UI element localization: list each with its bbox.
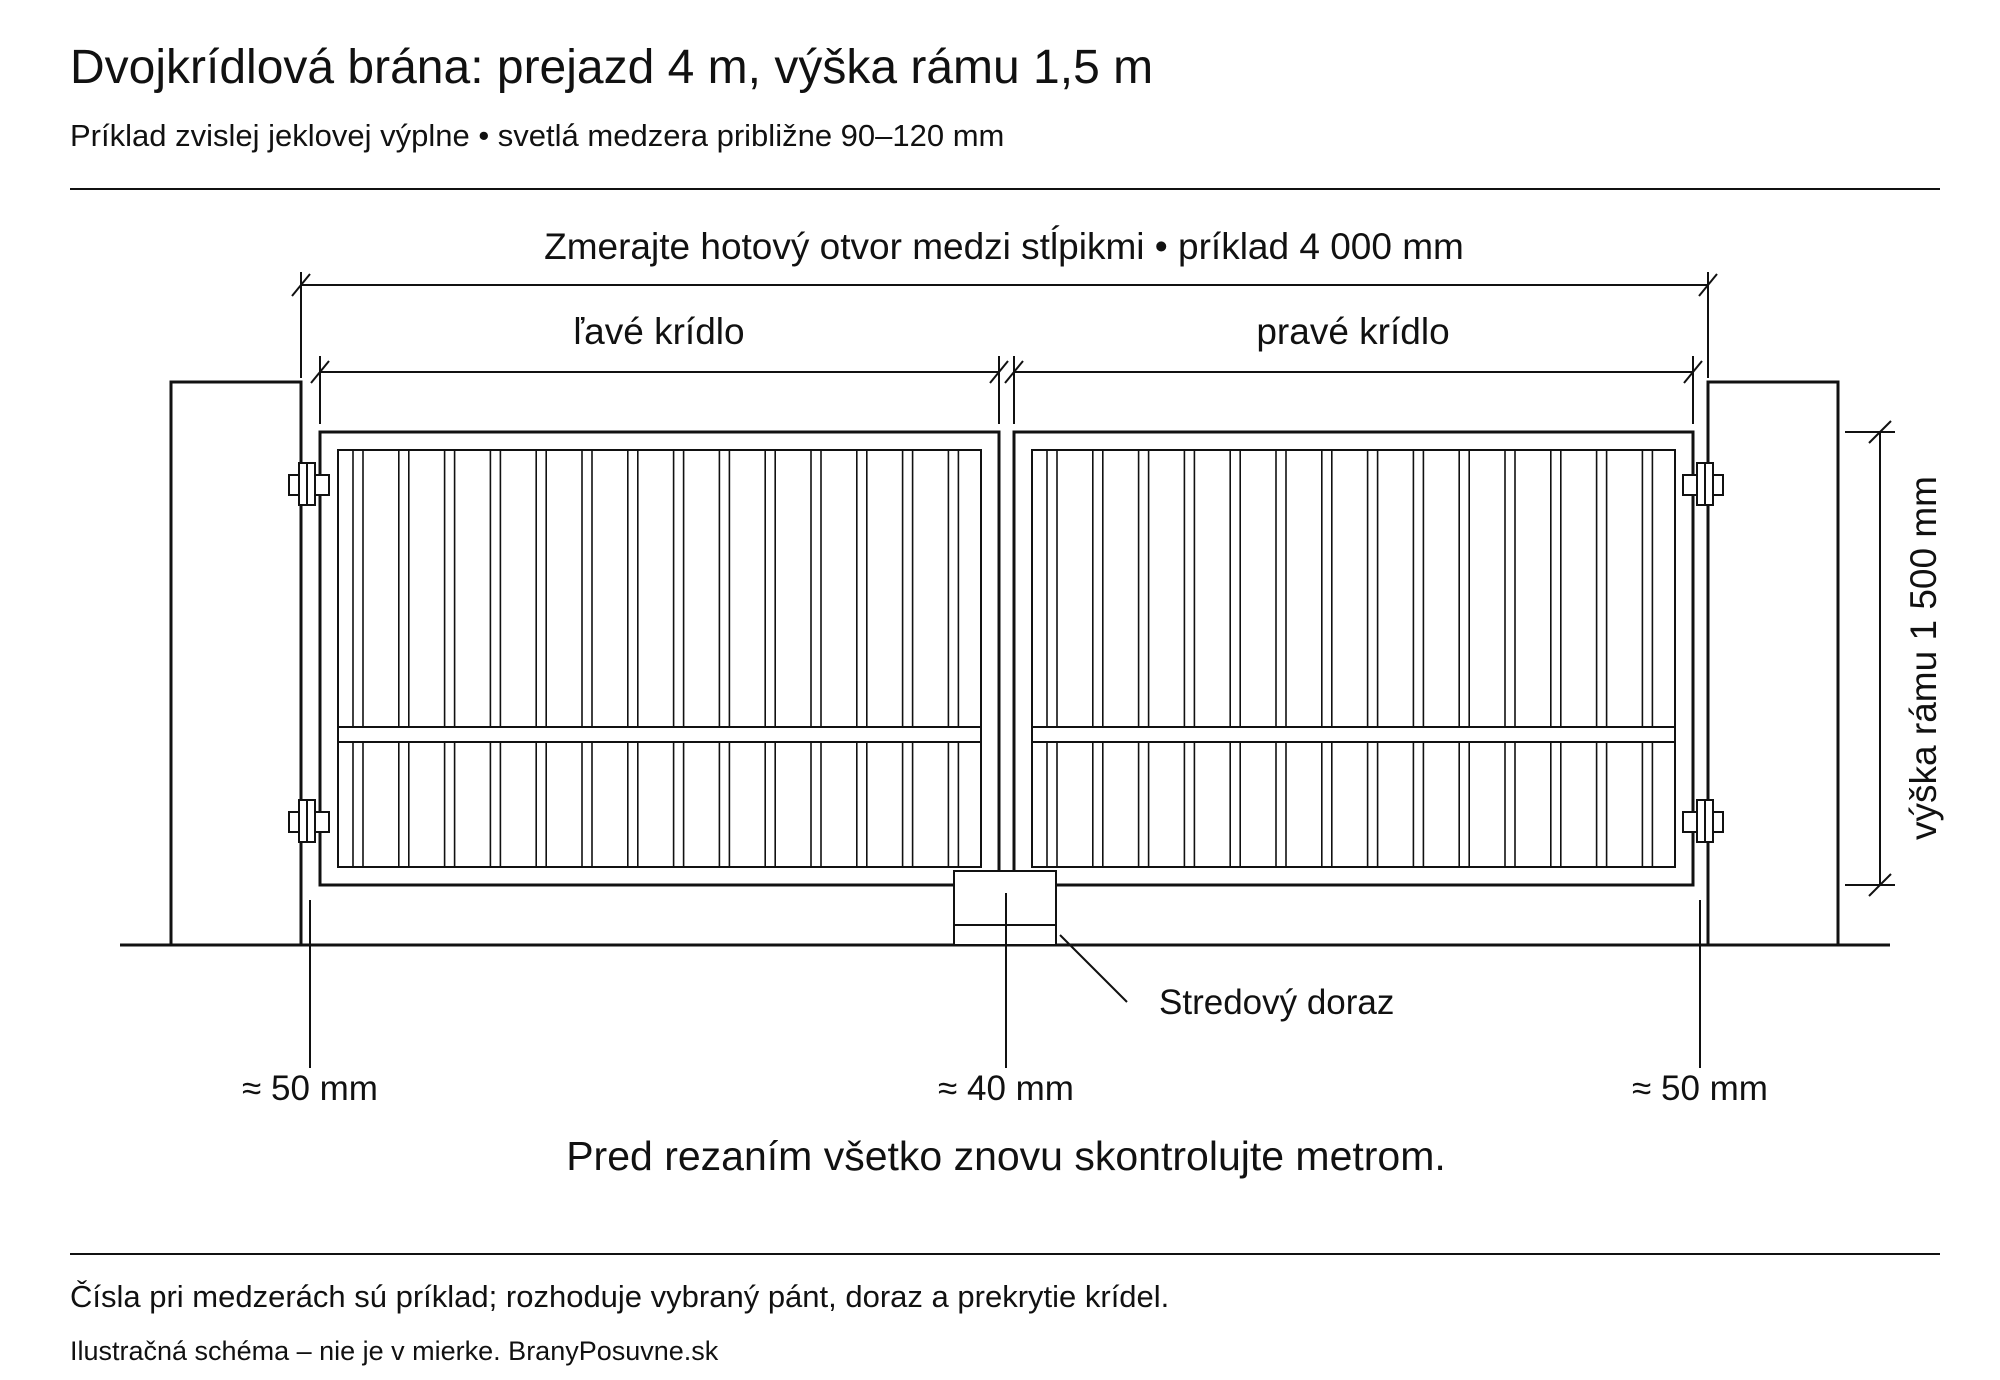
center-stop-label: Stredový doraz	[1159, 983, 1395, 1022]
footer-note: Čísla pri medzerách sú príklad; rozhoduje vybraný pánt, doraz a prekrytie krídel.	[70, 1279, 1170, 1314]
overall-dimension-label: Zmerajte hotový otvor medzi stĺpikmi • príklad 4 000 mm	[544, 226, 1464, 267]
left-leaf-dimension-line	[311, 356, 1008, 424]
left-pillar	[171, 382, 301, 945]
left-leaf-label: ľavé krídlo	[573, 311, 745, 352]
right-leaf-dimension-line	[1005, 356, 1702, 424]
height-dimension-line	[1845, 421, 1895, 896]
left-gate-leaf	[320, 432, 999, 885]
overall-dimension-line	[292, 272, 1717, 378]
right-leaf-label: pravé krídlo	[1256, 311, 1450, 352]
height-dimension-label: výška rámu 1 500 mm	[1903, 476, 1944, 840]
right-pillar	[1708, 382, 1838, 945]
footer-credit: Ilustračná schéma – nie je v mierke. BranyPosuvne.sk	[70, 1336, 719, 1366]
warning-text: Pred rezaním všetko znovu skontrolujte metrom.	[566, 1133, 1446, 1179]
center-gap-label: ≈ 40 mm	[938, 1069, 1074, 1108]
page-title: Dvojkrídlová brána: prejazd 4 m, výška rámu 1,5 m	[70, 41, 1154, 94]
left-gap-label: ≈ 50 mm	[242, 1069, 378, 1108]
page-subtitle: Príklad zvislej jeklovej výplne • svetlá medzera približne 90–120 mm	[70, 118, 1005, 153]
right-gate-leaf	[1014, 432, 1693, 885]
right-gap-label: ≈ 50 mm	[1632, 1069, 1768, 1108]
left-crossbar	[338, 727, 981, 742]
right-crossbar	[1032, 727, 1675, 742]
